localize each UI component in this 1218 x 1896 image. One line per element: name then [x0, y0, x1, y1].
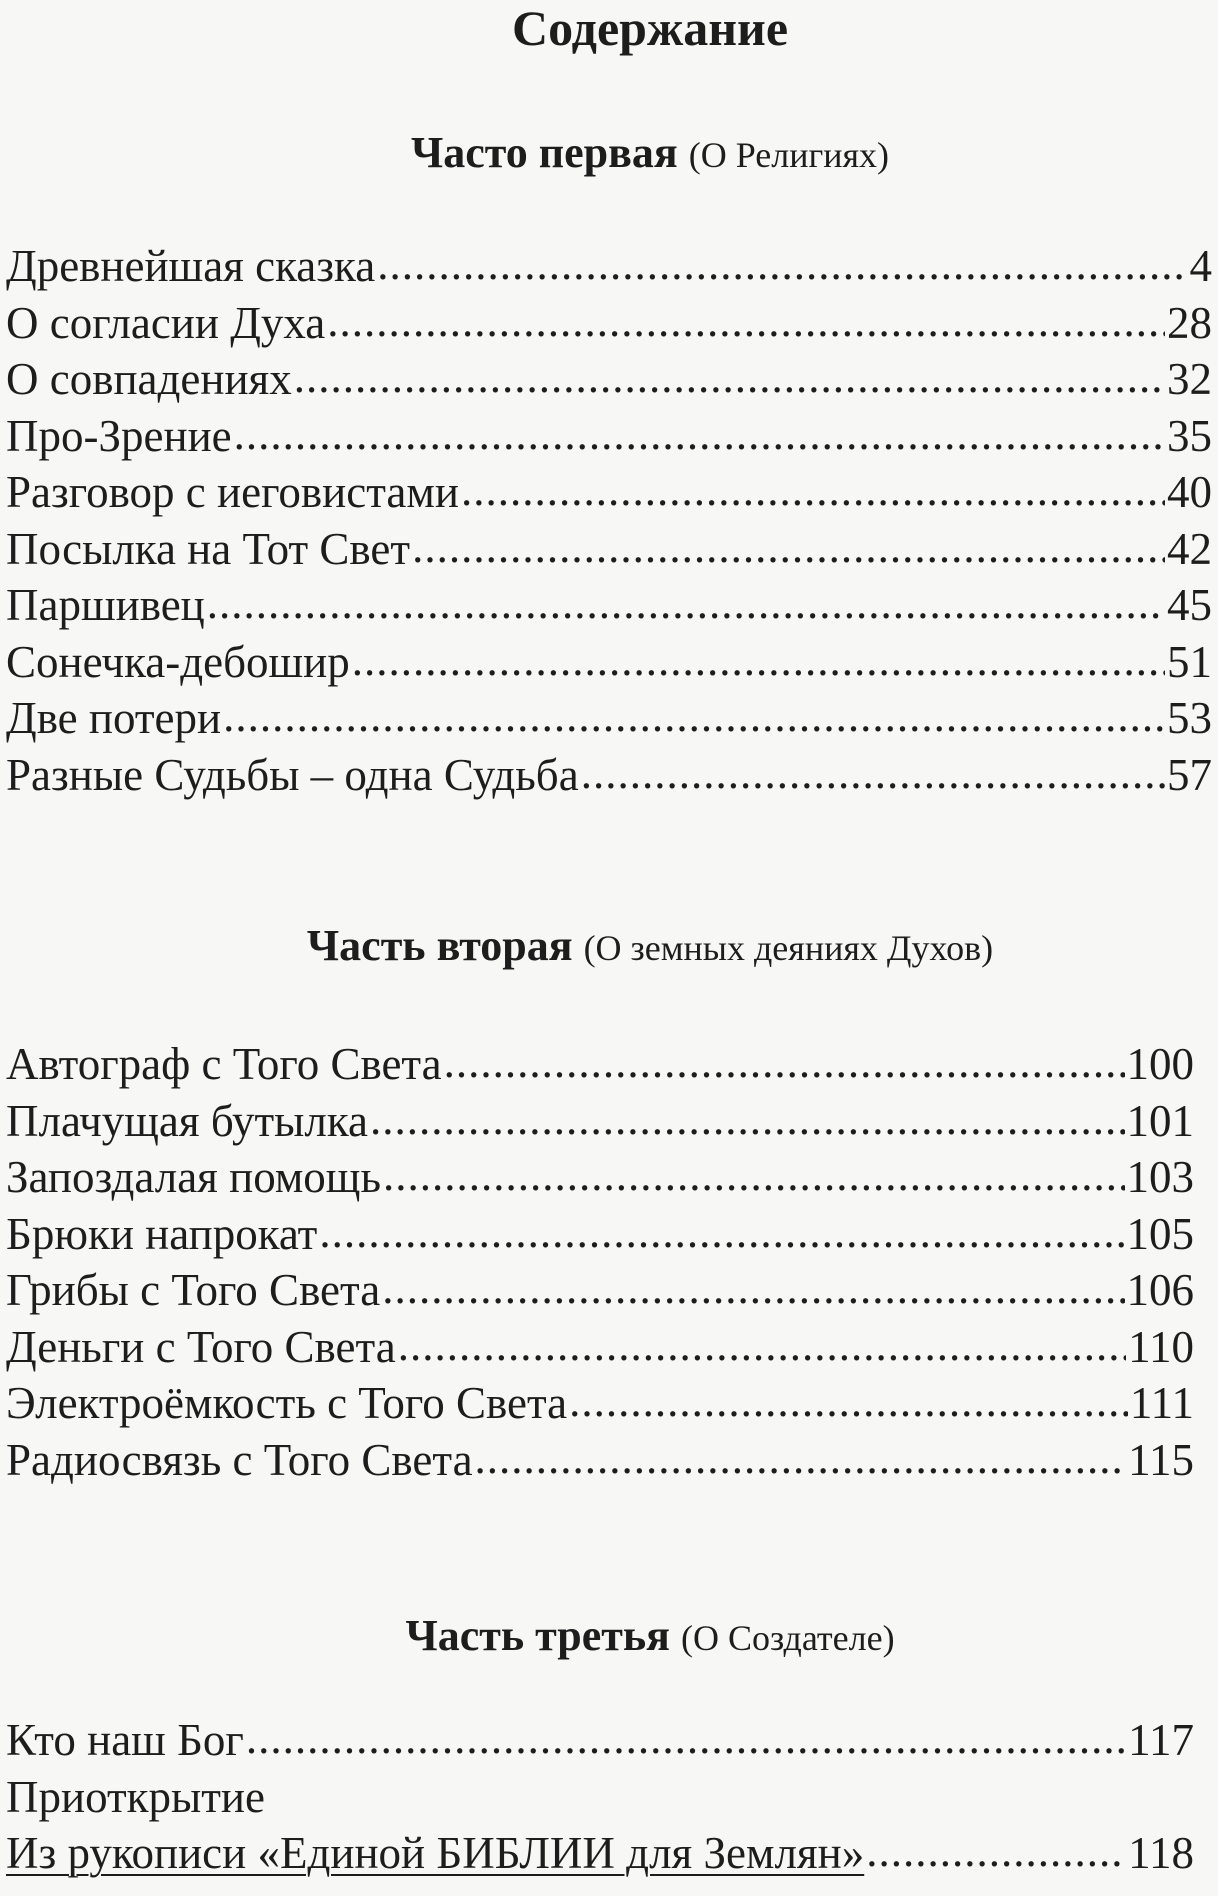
entry-page-number: 105 [1126, 1208, 1194, 1259]
toc-entry[interactable] [6, 1262, 1194, 1319]
entry-page-number: 4 [1189, 241, 1212, 291]
entry-page-number: 115 [1128, 1434, 1194, 1485]
entry-title: Плачущая бутылка [6, 1095, 369, 1146]
part-name: Часть третья [405, 1611, 670, 1660]
entry-page-number: 35 [1167, 410, 1212, 461]
part-name: Часть вторая [306, 921, 573, 970]
toc-entry[interactable] [6, 238, 1212, 295]
toc-entry[interactable] [6, 1769, 1194, 1826]
dot-leader [382, 1260, 1124, 1317]
entry-page-number: 32 [1167, 354, 1212, 404]
toc-entry[interactable] [6, 351, 1212, 408]
part-subtitle: (О земных деяниях Духов) [583, 928, 994, 968]
entry-title: О совпадениях [6, 354, 292, 404]
entry-title: Две потери [6, 693, 222, 743]
toc-entry[interactable] [6, 521, 1212, 578]
entry-page-number: 45 [1167, 580, 1212, 630]
entry-page-number: 106 [1126, 1265, 1194, 1315]
dot-leader [866, 1823, 1126, 1880]
entry-title: Про-Зрение [6, 410, 232, 461]
dot-leader [234, 406, 1165, 463]
toc-list-part-3 [6, 1712, 1194, 1882]
dot-leader [370, 1091, 1124, 1148]
dot-leader [223, 688, 1165, 745]
dot-leader [246, 1710, 1126, 1767]
entry-title: Посылка на Тот Свет [6, 523, 411, 574]
entry-page-number: 42 [1167, 523, 1212, 574]
entry-title: Грибы с Того Света [6, 1265, 381, 1315]
toc-entry[interactable] [6, 1093, 1194, 1150]
toc-entry[interactable] [6, 690, 1212, 747]
dot-leader [461, 462, 1165, 519]
part-heading-2 [0, 920, 1218, 974]
toc-entry[interactable] [6, 408, 1212, 465]
entry-title: Электроёмкость с Того Света [6, 1378, 568, 1428]
entry-page-number: 118 [1128, 1828, 1194, 1878]
entry-title: Приоткрытие [6, 1771, 265, 1822]
toc-entry[interactable] [6, 1149, 1194, 1206]
entry-title: Древнейшая сказка [6, 241, 376, 291]
dot-leader [398, 1317, 1126, 1374]
entry-title: Запоздалая помощь [6, 1152, 381, 1202]
toc-entry[interactable] [6, 747, 1212, 804]
dot-leader [294, 349, 1165, 406]
toc-entry[interactable] [6, 464, 1212, 521]
dot-leader [377, 236, 1187, 293]
part-heading-3 [0, 1610, 1218, 1664]
toc-entry[interactable] [6, 634, 1212, 691]
toc-entry[interactable] [6, 1206, 1194, 1263]
dot-leader [207, 575, 1165, 632]
dot-leader [569, 1373, 1128, 1430]
entry-page-number: 57 [1167, 749, 1212, 800]
entry-title: О согласии Духа [6, 297, 326, 348]
entry-page-number: 28 [1167, 297, 1212, 348]
entry-title: Разговор с иеговистами [6, 467, 459, 517]
toc-entry[interactable] [6, 1712, 1194, 1769]
entry-title: Из рукописи «Единой БИБЛИИ для Землян» [6, 1828, 865, 1878]
entry-page-number: 53 [1167, 693, 1212, 743]
toc-entry[interactable] [6, 1825, 1194, 1882]
dot-leader [444, 1034, 1125, 1091]
entry-page-number: 40 [1167, 467, 1212, 517]
entry-title: Разные Судьбы – одна Судьба [6, 749, 579, 800]
entry-page-number: 117 [1128, 1715, 1194, 1765]
toc-entry[interactable] [6, 295, 1212, 352]
entry-title: Деньги с Того Света [6, 1321, 396, 1372]
toc-list-part-1 [6, 238, 1212, 803]
entry-title: Паршивец [6, 580, 205, 630]
entry-page-number: 111 [1129, 1378, 1194, 1428]
toc-entry[interactable] [6, 577, 1212, 634]
toc-list-part-2 [6, 1036, 1194, 1488]
part-name: Часто первая [410, 128, 678, 177]
toc-entry[interactable] [6, 1432, 1194, 1489]
entry-page-number: 101 [1126, 1095, 1194, 1146]
entry-title: Автограф с Того Света [6, 1039, 442, 1089]
dot-leader [383, 1147, 1125, 1204]
dot-leader [412, 519, 1165, 576]
dot-leader [327, 293, 1165, 350]
entry-title: Радиосвязь с Того Света [6, 1434, 473, 1485]
dot-leader [581, 745, 1165, 802]
entry-title: Брюки напрокат [6, 1208, 318, 1259]
entry-title: Кто наш Бог [6, 1715, 244, 1765]
part-subtitle: (О Религиях) [688, 135, 890, 175]
dot-leader [475, 1430, 1127, 1487]
entry-page-number: 103 [1126, 1152, 1194, 1202]
entry-page-number: 110 [1128, 1321, 1194, 1372]
entry-page-number: 100 [1126, 1039, 1194, 1089]
part-heading-1 [0, 127, 1218, 181]
toc-entry[interactable] [6, 1036, 1194, 1093]
dot-leader [319, 1204, 1124, 1261]
toc-entry[interactable] [6, 1375, 1194, 1432]
dot-leader [352, 632, 1165, 689]
page-title: Содержание [511, 0, 789, 56]
entry-title: Сонечка-дебошир [6, 636, 350, 687]
part-subtitle: (О Создателе) [680, 1618, 895, 1658]
entry-page-number: 51 [1167, 636, 1212, 687]
toc-entry[interactable] [6, 1319, 1194, 1376]
